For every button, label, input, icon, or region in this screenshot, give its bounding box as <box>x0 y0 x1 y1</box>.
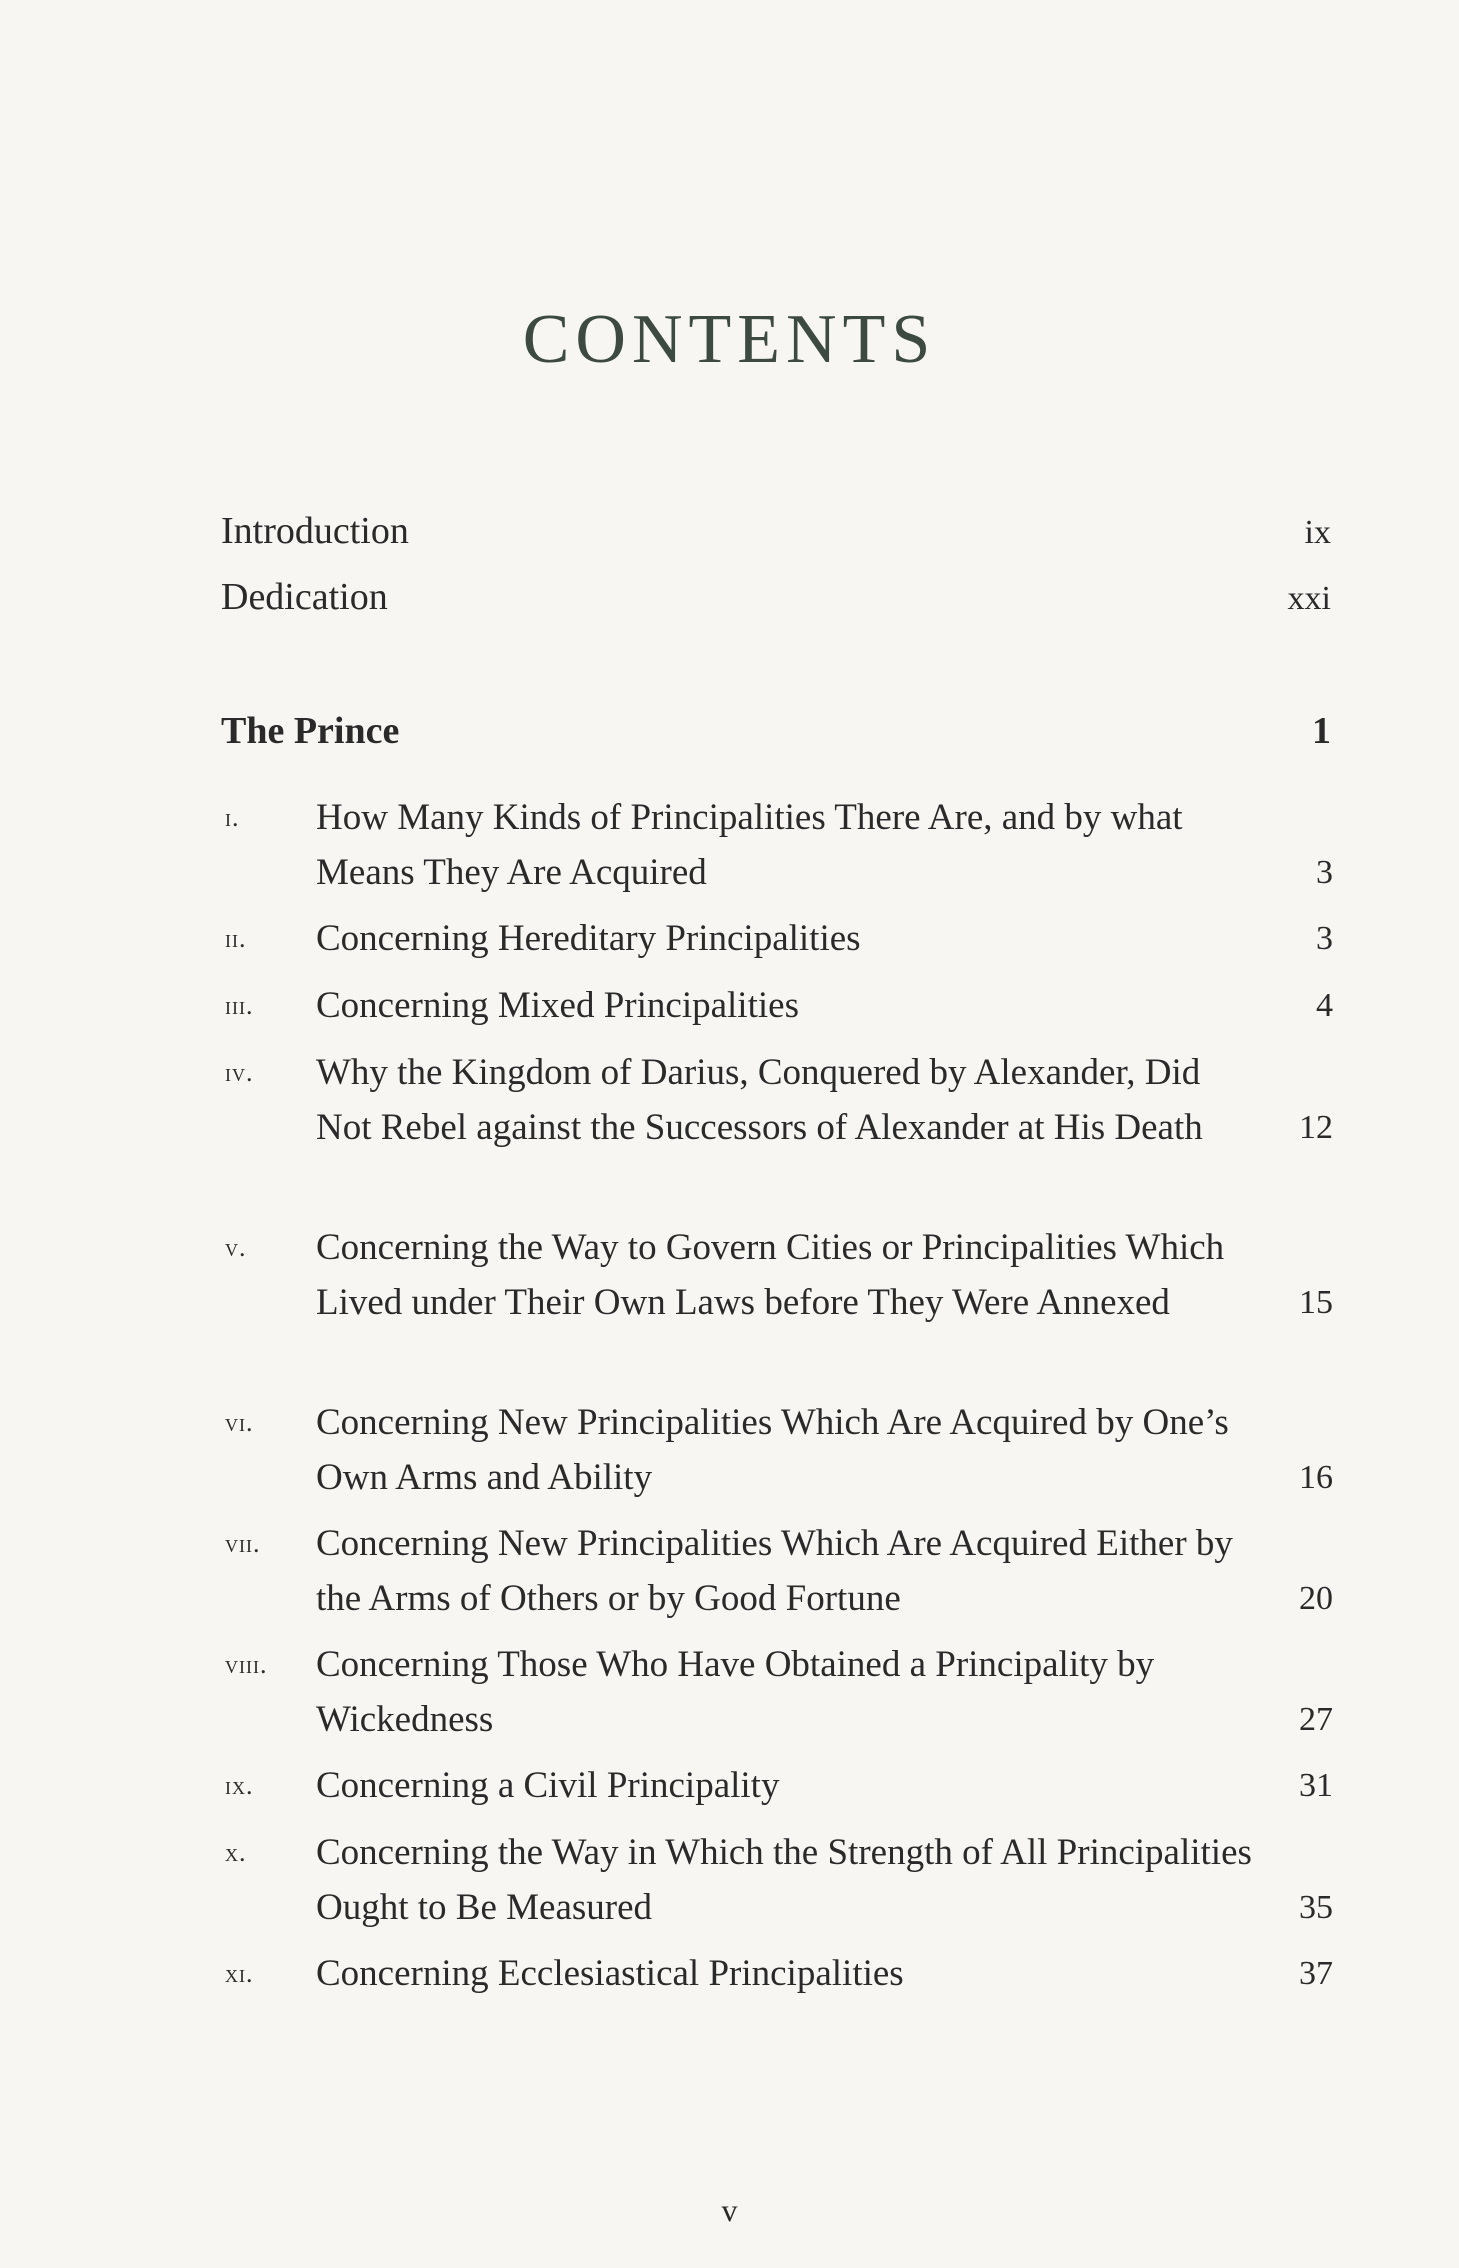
chapter-numeral: ix. <box>225 1771 254 1800</box>
chapter-title: Concerning Ecclesiastical Principalities <box>316 1953 904 1994</box>
chapter-numeral: vi. <box>225 1408 254 1437</box>
chapter-title: Concerning New Principalities Which Are Acquired Either by the Arms of Others or by Good Fortune <box>316 1523 1233 1619</box>
chapter-title: Concerning the Way to Govern Cities or Principalities Which Lived under Their Own Laws before They Were Annexed <box>316 1227 1225 1323</box>
chapter-page-number: 31 <box>1299 1767 1333 1804</box>
chapter-page-number: 20 <box>1299 1580 1333 1617</box>
toc-chapter-7[interactable] <box>221 1516 1333 1626</box>
toc-chapter-4[interactable] <box>221 1045 1333 1155</box>
chapter-page-number: 3 <box>1316 920 1333 957</box>
toc-entry-introduction[interactable] <box>221 512 1331 550</box>
chapter-page-number: 35 <box>1299 1889 1333 1926</box>
chapter-numeral: viii. <box>225 1650 268 1679</box>
chapter-numeral: v. <box>225 1233 247 1262</box>
chapter-title: Concerning a Civil Principality <box>316 1765 780 1806</box>
chapter-title: How Many Kinds of Principalities There Are, and by what Means They Are Acquired <box>316 797 1183 893</box>
toc-entry-dedication[interactable] <box>221 578 1331 616</box>
entry-page-number: ix <box>1304 514 1331 551</box>
chapter-page-number: 37 <box>1299 1955 1333 1992</box>
toc-chapter-3[interactable] <box>221 978 1333 1033</box>
toc-chapter-10[interactable] <box>221 1825 1333 1935</box>
toc-chapter-9[interactable] <box>221 1758 1333 1813</box>
chapter-page-number: 27 <box>1299 1701 1333 1738</box>
chapter-page-number: 12 <box>1299 1109 1333 1146</box>
entry-page-number: xxi <box>1287 580 1331 617</box>
chapter-numeral: i. <box>225 803 240 832</box>
chapter-numeral: x. <box>225 1838 247 1867</box>
entry-label: Introduction <box>221 510 409 552</box>
toc-chapter-6[interactable] <box>221 1395 1333 1505</box>
chapter-title: Concerning Mixed Principalities <box>316 985 799 1026</box>
chapter-page-number: 3 <box>1316 854 1333 891</box>
toc-chapter-1[interactable] <box>221 790 1333 900</box>
chapter-numeral: vii. <box>225 1529 261 1558</box>
chapter-numeral: ii. <box>225 924 247 953</box>
page-folio: v <box>721 2192 738 2228</box>
toc-chapter-11[interactable] <box>221 1946 1333 2001</box>
toc-chapter-8[interactable] <box>221 1637 1333 1747</box>
chapter-page-number: 16 <box>1299 1459 1333 1496</box>
chapter-numeral: iii. <box>225 991 254 1020</box>
part-page-number: 1 <box>1312 710 1331 752</box>
toc-chapter-5[interactable] <box>221 1220 1333 1330</box>
chapter-numeral: iv. <box>225 1058 254 1087</box>
part-heading[interactable] <box>221 712 1331 750</box>
chapter-title: Concerning Hereditary Principalities <box>316 918 861 959</box>
chapter-title: Concerning New Principalities Which Are Acquired by One’s Own Arms and Ability <box>316 1402 1229 1498</box>
chapter-page-number: 15 <box>1299 1284 1333 1321</box>
toc-chapter-2[interactable] <box>221 911 1333 966</box>
page-title: CONTENTS <box>522 301 937 378</box>
chapter-numeral: xi. <box>225 1959 254 1988</box>
chapter-title: Concerning the Way in Which the Strength of All Principalities Ought to Be Measured <box>316 1832 1252 1928</box>
chapter-page-number: 4 <box>1316 987 1333 1024</box>
part-label: The Prince <box>221 710 400 752</box>
chapter-title: Concerning Those Who Have Obtained a Principality by Wickedness <box>316 1644 1155 1740</box>
entry-label: Dedication <box>221 576 388 618</box>
chapter-title: Why the Kingdom of Darius, Conquered by Alexander, Did Not Rebel against the Successors of Alexander at His Death <box>316 1052 1203 1148</box>
